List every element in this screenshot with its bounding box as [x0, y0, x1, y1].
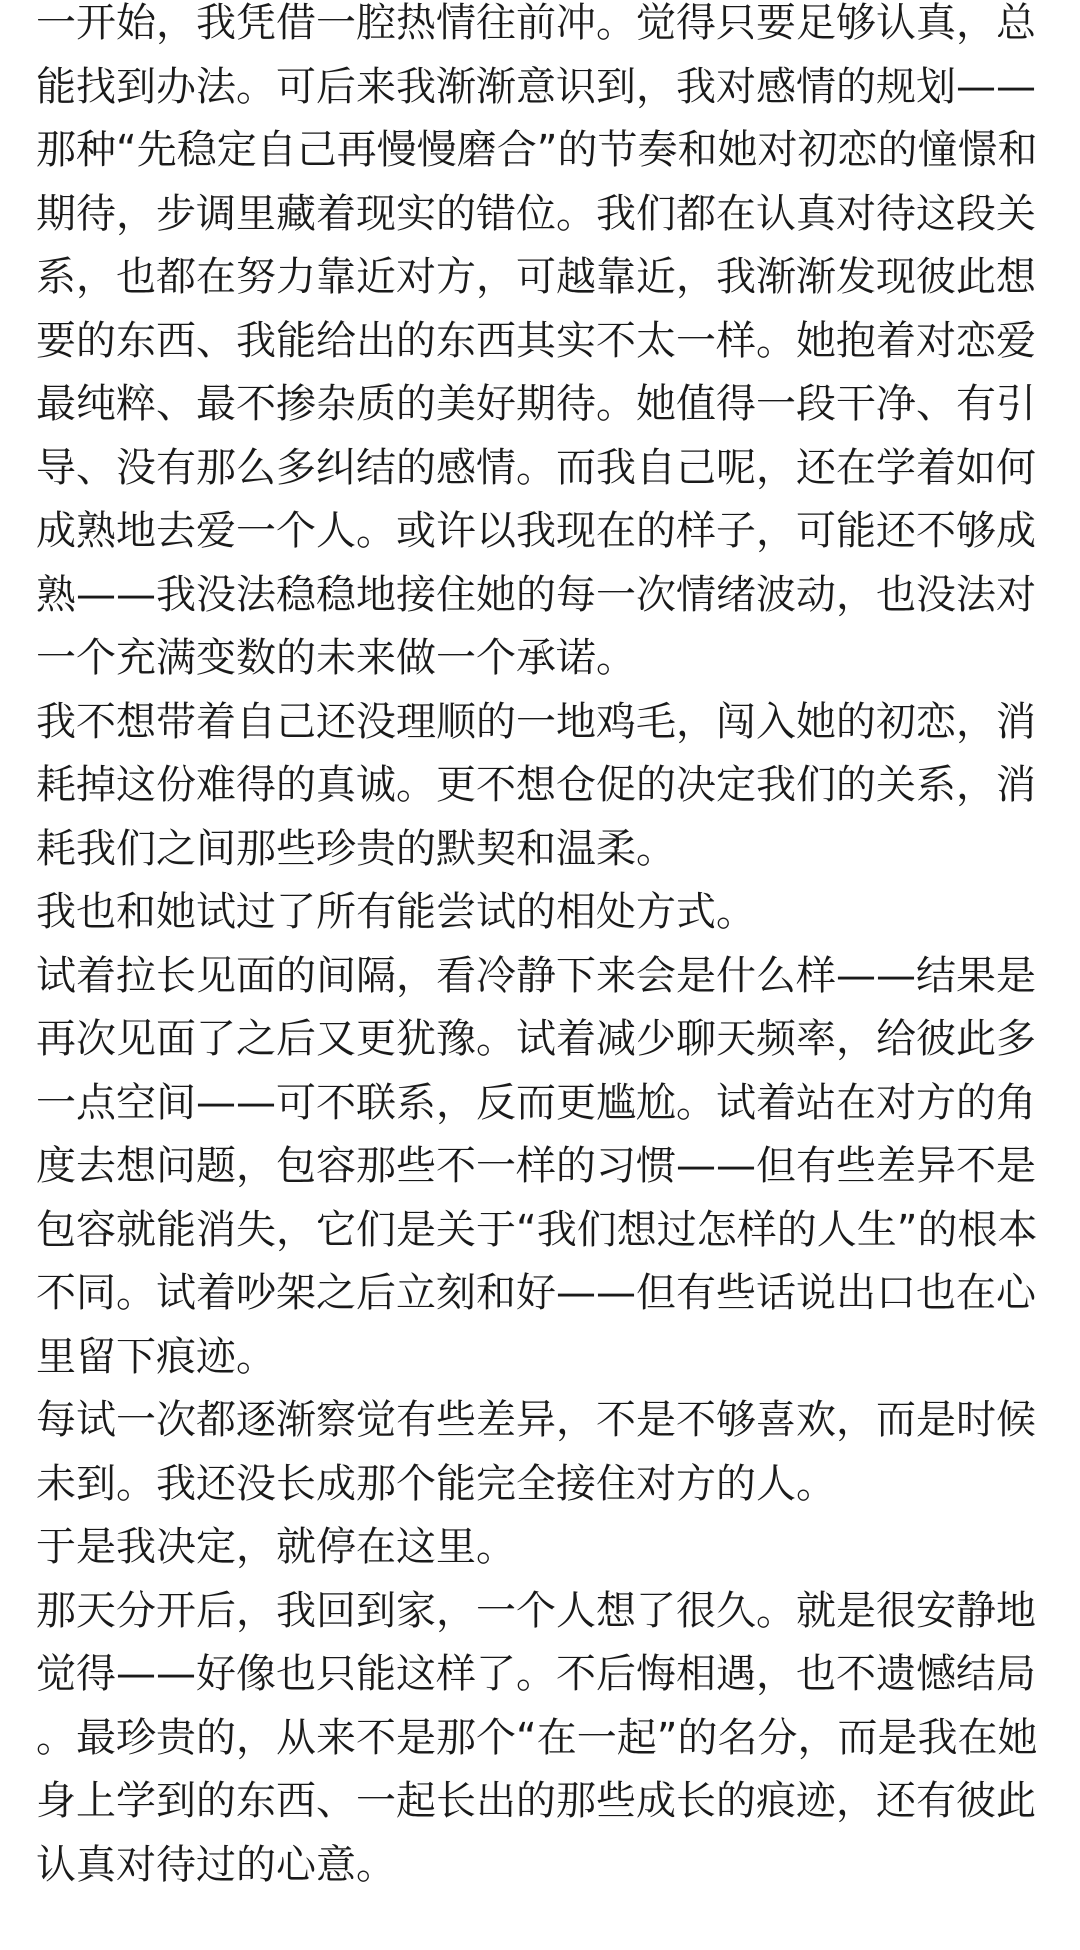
paragraph-3: 我也和她试过了所有能尝试的相处方式。 [36, 889, 756, 935]
article-body [36, 0, 1072, 1897]
paragraph-2: 我不想带着自己还没理顺的一地鸡毛，闯入她的初恋，消耗掉这份难得的真诚。更不想仓促的决定我们的关系，消耗我们之间那些珍贵的默契和温柔。 [36, 698, 1036, 872]
paragraph-7: 那天分开后，我回到家，一个人想了很久。就是很安静地觉得——好像也只能这样了。不后悔相遇，也不遗憾结局。最珍贵的，从来不是那个“在一起”的名分，而是我在她身上学到的东西、一起长出的那些成长的痕迹，还有彼此认真对待过的心意。 [36, 1587, 1038, 1888]
paragraph-4: 试着拉长见面的间隔，看冷静下来会是什么样——结果是再次见面了之后又更犹豫。试着减少聊天频率，给彼此多一点空间——可不联系，反而更尴尬。试着站在对方的角度去想问题，包容那些不一样的习惯——但有些差异不是包容就能消失，它们是关于“我们想过怎样的人生”的根本不同。试着吵架之后立刻和好——但有些话说出口也在心里留下痕迹。 [36, 952, 1038, 1380]
paragraph-6: 于是我决定，就停在这里。 [36, 1524, 516, 1570]
paragraph-1: 一开始，我凭借一腔热情往前冲。觉得只要足够认真，总能找到办法。可后来我渐渐意识到，我对感情的规划——那种“先稳定自己再慢慢磨合”的节奏和她对初恋的憧憬和期待，步调里藏着现实的错位。我们都在认真对待这段关系，也都在努力靠近对方，可越靠近，我渐渐发现彼此想要的东西、我能给出的东西其实不太一样。她抱着对恋爱最纯粹、最不掺杂质的美好期待。她值得一段干净、有引导、没有那么多纠结的感情。而我自己呢，还在学着如何成熟地去爱一个人。或许以我现在的样子，可能还不够成熟——我没法稳稳地接住她的每一次情绪波动，也没法对一个充满变数的未来做一个承诺。 [36, 0, 1038, 681]
paragraph-5: 每试一次都逐渐察觉有些差异，不是不够喜欢，而是时候未到。我还没长成那个能完全接住对方的人。 [36, 1397, 1036, 1507]
